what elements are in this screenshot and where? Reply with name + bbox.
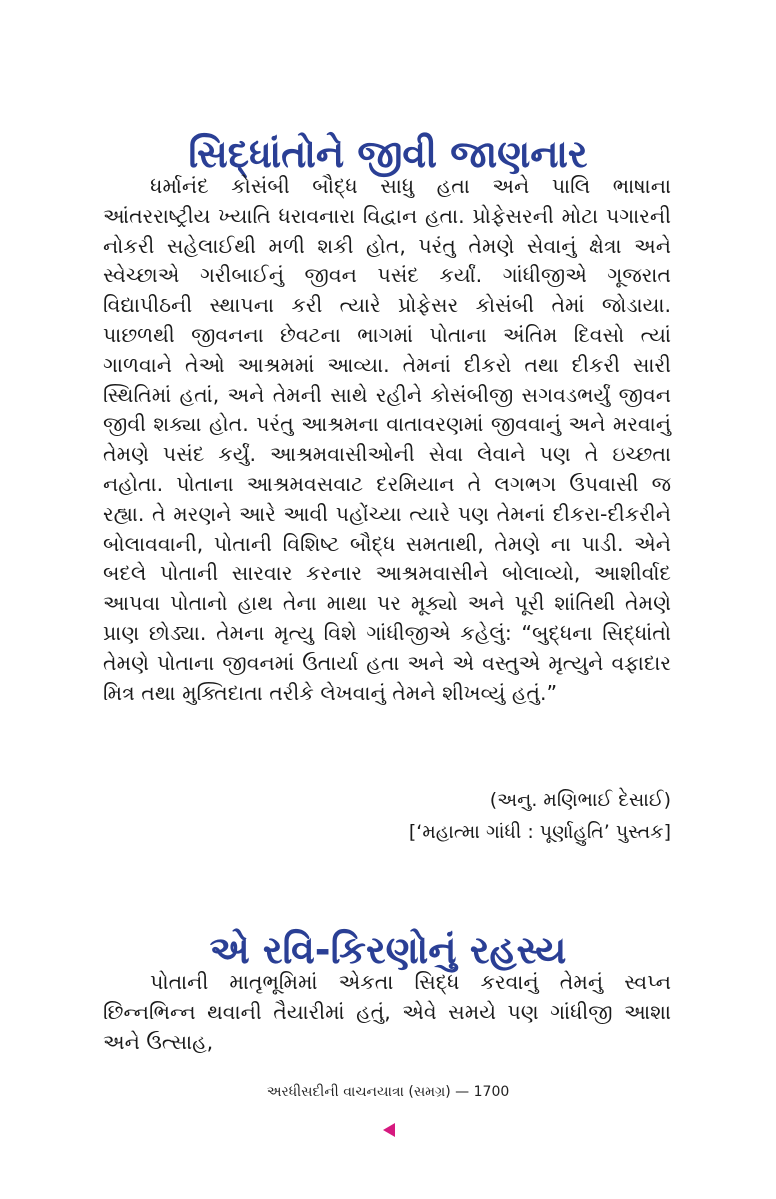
previous-page-arrow-icon[interactable] bbox=[383, 1123, 395, 1137]
article-body bbox=[103, 172, 671, 708]
translator-credit: (અનુ. મણિભાઈ દેસાઈ) bbox=[489, 789, 671, 811]
article-title: સિદ્ધાંતોને જીવી જાણનાર bbox=[188, 132, 588, 177]
article-paragraph: ધર્માનંદ કોસંબી બૌદ્ધ સાધુ હતા અને પાલિ ભાષાના આંતરરાષ્ટ્રીય ખ્યાતિ ધરાવનારા વિદ્વાન હતા. પ્રોફેસરની મોટા પગારની નોકરી સહેલાઈથી મળી શકી હોત, પરંતુ તેમણે સેવાનું ક્ષેત્રા અને સ્વેચ્છાએ ગરીબાઈનું જીવન પસંદ કર્યાં. ગાંધીજીએ ગૂજરાત વિદ્યાપીઠની સ્થાપના કરી ત્યારે પ્રોફેસર કોસંબી તેમાં જોડાયા. પાછળથી જીવનના છેવટના ભાગમાં પોતાના અંતિમ દિવસો ત્યાં ગાળવાને તેઓ આશ્રમમાં આવ્યા. તેમનાં દીકરો તથા દીકરી સારી સ્થિતિમાં હતાં, અને તેમની સાથે રહીને કોસંબીજી સગવડભર્યું જીવન જીવી શક્યા હોત. પરંતુ આશ્રમના વાતાવરણમાં જીવવાનું અને મરવાનું તેમણે પસંદ કર્યું. આશ્રમવાસીઓની સેવા લેવાને પણ તે ઇચ્છતા નહોતા. પોતાના આશ્રમવસવાટ દરમિયાન તે લગભગ ઉપવાસી જ રહ્યા. તે મરણને આરે આવી પહોંચ્યા ત્યારે પણ તેમનાં દીકરા-દીકરીને બોલાવવાની, પોતાની વિશિષ્ટ બૌદ્ધ સમતાથી, તેમણે ના પાડી. એને બદલે પોતાની સારવાર કરનાર આશ્રમવાસીને બોલાવ્યો, આશીર્વાદ આપવા પોતાનો હાથ તેના માથા પર મૂક્યો અને પૂરી શાંતિથી તેમણે પ્રાણ છોડ્યા. તેમના મૃત્યુ વિશે ગાંધીજીએ કહેલું: “બુદ્ધના સિદ્ધાંતો તેમણે પોતાના જીવનમાં ઉતાર્યા હતા અને એ વસ્તુએ મૃત્યુને વફાદાર મિત્ર તથા મુક્તિદાતા તરીકે લેખવાનું તેમને શીખવ્યું હતું.” bbox=[103, 174, 671, 705]
second-article-paragraph: પોતાની માતૃભૂમિમાં એકતા સિદ્ધ કરવાનું તેમનું સ્વપ્ન છિન્નભિન્ન થવાની તૈયારીમાં હતું, એવે સમયે પણ ગાંધીજી આશા અને ઉત્સાહ, bbox=[103, 970, 671, 1054]
page-footer: અરધીસદીની વાચનયાત્રા (સમગ્ર) — 1700 bbox=[266, 1084, 510, 1100]
second-article-body bbox=[103, 968, 671, 1057]
source-citation: [‘મહાત્મા ગાંધી : પૂર્ણાહુતિ’ પુસ્તક] bbox=[408, 821, 671, 843]
second-article-title: એ રવિ-કિરણોનું રહસ્ય bbox=[209, 928, 567, 973]
